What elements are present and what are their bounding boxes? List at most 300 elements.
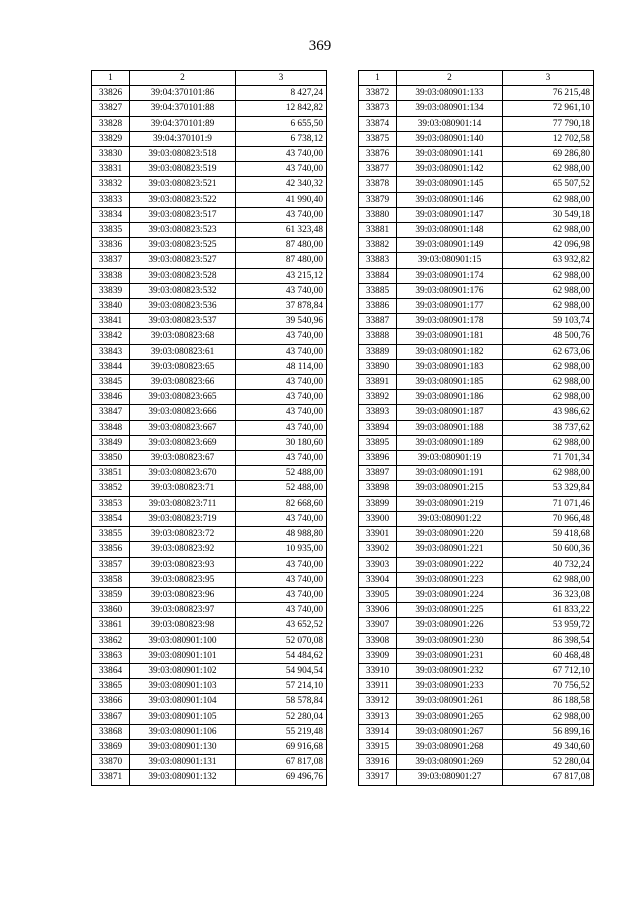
table-header-row — [92, 71, 327, 86]
value-cell: 62 988,00 — [503, 223, 594, 238]
row-number-cell: 33840 — [92, 299, 130, 314]
value-cell: 60 468,48 — [503, 648, 594, 663]
cadastral-number-cell: 39:03:080901:100 — [130, 633, 236, 648]
row-number-cell: 33842 — [92, 329, 130, 344]
value-cell: 69 916,68 — [236, 739, 327, 754]
row-number-cell: 33848 — [92, 420, 130, 435]
table-row — [359, 542, 594, 557]
value-cell: 70 756,52 — [503, 679, 594, 694]
table-row — [359, 207, 594, 222]
cadastral-number-cell: 39:03:080823:68 — [130, 329, 236, 344]
table-row — [92, 527, 327, 542]
cadastral-number-cell: 39:03:080901:226 — [397, 618, 503, 633]
row-number-cell: 33852 — [92, 481, 130, 496]
value-cell: 87 480,00 — [236, 238, 327, 253]
table-row — [92, 329, 327, 344]
row-number-cell: 33860 — [92, 603, 130, 618]
table-row — [92, 314, 327, 329]
cadastral-number-cell: 39:03:080901:130 — [130, 739, 236, 754]
value-cell: 43 740,00 — [236, 329, 327, 344]
cadastral-number-cell: 39:03:080901:134 — [397, 101, 503, 116]
cadastral-number-cell: 39:03:080823:665 — [130, 390, 236, 405]
value-cell: 48 500,76 — [503, 329, 594, 344]
row-number-cell: 33866 — [92, 694, 130, 709]
cadastral-number-cell: 39:03:080901:183 — [397, 359, 503, 374]
table-row — [359, 496, 594, 511]
value-cell: 69 286,80 — [503, 147, 594, 162]
table-row — [359, 390, 594, 405]
value-cell: 59 418,68 — [503, 527, 594, 542]
table-row — [359, 299, 594, 314]
row-number-cell: 33915 — [359, 739, 397, 754]
table-row — [92, 435, 327, 450]
value-cell: 37 878,84 — [236, 299, 327, 314]
row-number-cell: 33883 — [359, 253, 397, 268]
table-row — [359, 283, 594, 298]
cadastral-number-cell: 39:03:080901:221 — [397, 542, 503, 557]
cadastral-number-cell: 39:04:370101:9 — [130, 131, 236, 146]
value-cell: 62 988,00 — [503, 375, 594, 390]
cadastral-number-cell: 39:03:080901:188 — [397, 420, 503, 435]
table-row — [359, 177, 594, 192]
row-number-cell: 33893 — [359, 405, 397, 420]
value-cell: 62 988,00 — [503, 572, 594, 587]
cadastral-number-cell: 39:03:080901:220 — [397, 527, 503, 542]
row-number-cell: 33916 — [359, 755, 397, 770]
table-row — [359, 633, 594, 648]
value-cell: 43 740,00 — [236, 587, 327, 602]
table-row — [359, 618, 594, 633]
row-number-cell: 33844 — [92, 359, 130, 374]
row-number-cell: 33856 — [92, 542, 130, 557]
row-number-cell: 33849 — [92, 435, 130, 450]
row-number-cell: 33864 — [92, 663, 130, 678]
table-row — [92, 587, 327, 602]
row-number-cell: 33827 — [92, 101, 130, 116]
table-row — [359, 147, 594, 162]
table-row — [92, 633, 327, 648]
cadastral-number-cell: 39:04:370101:88 — [130, 101, 236, 116]
value-cell: 39 540,96 — [236, 314, 327, 329]
table-row — [92, 420, 327, 435]
value-cell: 50 600,36 — [503, 542, 594, 557]
row-number-cell: 33892 — [359, 390, 397, 405]
row-number-cell: 33875 — [359, 131, 397, 146]
value-cell: 62 988,00 — [503, 268, 594, 283]
table-row — [92, 481, 327, 496]
table-row — [92, 359, 327, 374]
table-row — [359, 572, 594, 587]
row-number-cell: 33917 — [359, 770, 397, 785]
row-number-cell: 33873 — [359, 101, 397, 116]
cadastral-number-cell: 39:03:080823:711 — [130, 496, 236, 511]
row-number-cell: 33826 — [92, 86, 130, 101]
cadastral-number-cell: 39:03:080901:131 — [130, 755, 236, 770]
value-cell: 58 578,84 — [236, 694, 327, 709]
table-row — [359, 739, 594, 754]
cadastral-number-cell: 39:03:080901:230 — [397, 633, 503, 648]
table-row — [359, 116, 594, 131]
table-row — [359, 314, 594, 329]
value-cell: 62 988,00 — [503, 359, 594, 374]
cadastral-number-cell: 39:03:080901:142 — [397, 162, 503, 177]
table-row — [92, 694, 327, 709]
value-cell: 40 732,24 — [503, 557, 594, 572]
value-cell: 43 986,62 — [503, 405, 594, 420]
value-cell: 42 096,98 — [503, 238, 594, 253]
value-cell: 12 702,58 — [503, 131, 594, 146]
column-header-3: 3 — [503, 71, 594, 86]
cadastral-number-cell: 39:03:080901:186 — [397, 390, 503, 405]
value-cell: 65 507,52 — [503, 177, 594, 192]
cadastral-number-cell: 39:04:370101:89 — [130, 116, 236, 131]
table-row — [92, 283, 327, 298]
value-cell: 30 549,18 — [503, 207, 594, 222]
value-cell: 62 988,00 — [503, 283, 594, 298]
value-cell: 43 740,00 — [236, 572, 327, 587]
row-number-cell: 33886 — [359, 299, 397, 314]
value-cell: 10 935,00 — [236, 542, 327, 557]
value-cell: 41 990,40 — [236, 192, 327, 207]
value-cell: 87 480,00 — [236, 253, 327, 268]
table-row — [92, 223, 327, 238]
row-number-cell: 33847 — [92, 405, 130, 420]
cadastral-number-cell: 39:03:080823:528 — [130, 268, 236, 283]
cadastral-number-cell: 39:03:080901:185 — [397, 375, 503, 390]
value-cell: 59 103,74 — [503, 314, 594, 329]
cadastral-number-cell: 39:04:370101:86 — [130, 86, 236, 101]
table-row — [92, 663, 327, 678]
value-cell: 36 323,08 — [503, 587, 594, 602]
cadastral-number-cell: 39:03:080823:61 — [130, 344, 236, 359]
table-row — [359, 238, 594, 253]
row-number-cell: 33829 — [92, 131, 130, 146]
cadastral-number-cell: 39:03:080901:14 — [397, 116, 503, 131]
table-row — [359, 329, 594, 344]
row-number-cell: 33890 — [359, 359, 397, 374]
table-row — [92, 603, 327, 618]
value-cell: 52 280,04 — [503, 755, 594, 770]
row-number-cell: 33891 — [359, 375, 397, 390]
cadastral-number-cell: 39:03:080901:182 — [397, 344, 503, 359]
table-row — [92, 618, 327, 633]
row-number-cell: 33907 — [359, 618, 397, 633]
value-cell: 43 740,00 — [236, 375, 327, 390]
table-row — [92, 192, 327, 207]
value-cell: 62 988,00 — [503, 435, 594, 450]
cadastral-number-cell: 39:03:080901:132 — [130, 770, 236, 785]
row-number-cell: 33870 — [92, 755, 130, 770]
table-row — [92, 542, 327, 557]
table-row — [359, 466, 594, 481]
value-cell: 43 215,12 — [236, 268, 327, 283]
row-number-cell: 33885 — [359, 283, 397, 298]
value-cell: 52 280,04 — [236, 709, 327, 724]
cadastral-number-cell: 39:03:080901:174 — [397, 268, 503, 283]
row-number-cell: 33908 — [359, 633, 397, 648]
cadastral-number-cell: 39:03:080823:669 — [130, 435, 236, 450]
table-row — [92, 451, 327, 466]
cadastral-number-cell: 39:03:080823:521 — [130, 177, 236, 192]
cadastral-number-cell: 39:03:080901:176 — [397, 283, 503, 298]
row-number-cell: 33846 — [92, 390, 130, 405]
table-row — [359, 527, 594, 542]
row-number-cell: 33895 — [359, 435, 397, 450]
cadastral-number-cell: 39:03:080901:181 — [397, 329, 503, 344]
row-number-cell: 33838 — [92, 268, 130, 283]
row-number-cell: 33855 — [92, 527, 130, 542]
cadastral-number-cell: 39:03:080901:232 — [397, 663, 503, 678]
cadastral-number-cell: 39:03:080823:719 — [130, 511, 236, 526]
value-cell: 38 737,62 — [503, 420, 594, 435]
cadastral-number-cell: 39:03:080901:261 — [397, 694, 503, 709]
row-number-cell: 33880 — [359, 207, 397, 222]
table-row — [92, 116, 327, 131]
cadastral-number-cell: 39:03:080823:536 — [130, 299, 236, 314]
row-number-cell: 33833 — [92, 192, 130, 207]
value-cell: 72 961,10 — [503, 101, 594, 116]
table-row — [359, 223, 594, 238]
table-row — [359, 587, 594, 602]
table-row — [92, 466, 327, 481]
table-row — [359, 253, 594, 268]
row-number-cell: 33871 — [92, 770, 130, 785]
cadastral-number-cell: 39:03:080823:527 — [130, 253, 236, 268]
value-cell: 53 959,72 — [503, 618, 594, 633]
row-number-cell: 33843 — [92, 344, 130, 359]
value-cell: 67 817,08 — [236, 755, 327, 770]
table-row — [92, 709, 327, 724]
cadastral-number-cell: 39:03:080901:19 — [397, 451, 503, 466]
value-cell: 52 070,08 — [236, 633, 327, 648]
value-cell: 53 329,84 — [503, 481, 594, 496]
value-cell: 62 988,00 — [503, 162, 594, 177]
row-number-cell: 33834 — [92, 207, 130, 222]
value-cell: 48 988,80 — [236, 527, 327, 542]
cadastral-number-cell: 39:03:080901:106 — [130, 724, 236, 739]
row-number-cell: 33879 — [359, 192, 397, 207]
row-number-cell: 33884 — [359, 268, 397, 283]
cadastral-number-cell: 39:03:080901:219 — [397, 496, 503, 511]
row-number-cell: 33853 — [92, 496, 130, 511]
cadastral-number-cell: 39:03:080823:97 — [130, 603, 236, 618]
row-number-cell: 33902 — [359, 542, 397, 557]
cadastral-number-cell: 39:03:080901:27 — [397, 770, 503, 785]
cadastral-number-cell: 39:03:080901:141 — [397, 147, 503, 162]
value-cell: 55 219,48 — [236, 724, 327, 739]
value-cell: 43 740,00 — [236, 603, 327, 618]
cadastral-number-cell: 39:03:080823:92 — [130, 542, 236, 557]
row-number-cell: 33835 — [92, 223, 130, 238]
table-row — [92, 162, 327, 177]
table-row — [359, 755, 594, 770]
table-row — [92, 207, 327, 222]
value-cell: 43 740,00 — [236, 557, 327, 572]
cadastral-number-cell: 39:03:080901:191 — [397, 466, 503, 481]
value-cell: 63 932,82 — [503, 253, 594, 268]
value-cell: 71 701,34 — [503, 451, 594, 466]
row-number-cell: 33845 — [92, 375, 130, 390]
table-row — [92, 177, 327, 192]
table-row — [359, 435, 594, 450]
column-header-2: 2 — [130, 71, 236, 86]
cadastral-number-cell: 39:03:080823:667 — [130, 420, 236, 435]
row-number-cell: 33837 — [92, 253, 130, 268]
cadastral-number-cell: 39:03:080823:523 — [130, 223, 236, 238]
column-header-1: 1 — [92, 71, 130, 86]
value-cell: 67 817,08 — [503, 770, 594, 785]
table-row — [92, 268, 327, 283]
cadastral-number-cell: 39:03:080823:95 — [130, 572, 236, 587]
cadastral-number-cell: 39:03:080823:517 — [130, 207, 236, 222]
cadastral-number-cell: 39:03:080901:177 — [397, 299, 503, 314]
cadastral-number-cell: 39:03:080823:532 — [130, 283, 236, 298]
table-row — [359, 557, 594, 572]
value-cell: 62 988,00 — [503, 299, 594, 314]
cadastral-number-cell: 39:03:080823:93 — [130, 557, 236, 572]
row-number-cell: 33904 — [359, 572, 397, 587]
table-row — [92, 375, 327, 390]
cadastral-number-cell: 39:03:080823:71 — [130, 481, 236, 496]
row-number-cell: 33859 — [92, 587, 130, 602]
row-number-cell: 33878 — [359, 177, 397, 192]
cadastral-number-cell: 39:03:080823:98 — [130, 618, 236, 633]
value-cell: 62 988,00 — [503, 466, 594, 481]
cadastral-number-cell: 39:03:080823:518 — [130, 147, 236, 162]
row-number-cell: 33898 — [359, 481, 397, 496]
value-cell: 43 740,00 — [236, 405, 327, 420]
value-cell: 62 988,00 — [503, 192, 594, 207]
table-row — [92, 557, 327, 572]
row-number-cell: 33881 — [359, 223, 397, 238]
table-row — [92, 238, 327, 253]
row-number-cell: 33832 — [92, 177, 130, 192]
row-number-cell: 33831 — [92, 162, 130, 177]
row-number-cell: 33869 — [92, 739, 130, 754]
row-number-cell: 33897 — [359, 466, 397, 481]
value-cell: 48 114,00 — [236, 359, 327, 374]
value-cell: 43 740,00 — [236, 511, 327, 526]
cadastral-number-cell: 39:03:080823:666 — [130, 405, 236, 420]
cadastral-number-cell: 39:03:080901:265 — [397, 709, 503, 724]
value-cell: 86 188,58 — [503, 694, 594, 709]
row-number-cell: 33894 — [359, 420, 397, 435]
cadastral-number-cell: 39:03:080901:269 — [397, 755, 503, 770]
cadastral-number-cell: 39:03:080901:104 — [130, 694, 236, 709]
value-cell: 43 740,00 — [236, 451, 327, 466]
value-cell: 61 833,22 — [503, 603, 594, 618]
cadastral-number-cell: 39:03:080901:103 — [130, 679, 236, 694]
table-row — [359, 131, 594, 146]
value-cell: 30 180,60 — [236, 435, 327, 450]
cadastral-number-cell: 39:03:080901:268 — [397, 739, 503, 754]
cadastral-number-cell: 39:03:080901:105 — [130, 709, 236, 724]
table-row — [359, 511, 594, 526]
table-row — [92, 131, 327, 146]
table-row — [359, 162, 594, 177]
table-row — [359, 375, 594, 390]
row-number-cell: 33903 — [359, 557, 397, 572]
cadastral-number-cell: 39:03:080901:101 — [130, 648, 236, 663]
cadastral-number-cell: 39:03:080901:178 — [397, 314, 503, 329]
row-number-cell: 33839 — [92, 283, 130, 298]
table-row — [92, 755, 327, 770]
row-number-cell: 33828 — [92, 116, 130, 131]
value-cell: 43 652,52 — [236, 618, 327, 633]
row-number-cell: 33830 — [92, 147, 130, 162]
table-row — [359, 770, 594, 785]
value-cell: 77 790,18 — [503, 116, 594, 131]
cadastral-number-cell: 39:03:080901:222 — [397, 557, 503, 572]
table-row — [92, 253, 327, 268]
value-cell: 43 740,00 — [236, 147, 327, 162]
table-row — [92, 770, 327, 785]
row-number-cell: 33901 — [359, 527, 397, 542]
cadastral-number-cell: 39:03:080823:537 — [130, 314, 236, 329]
cadastral-number-cell: 39:03:080823:65 — [130, 359, 236, 374]
value-cell: 56 899,16 — [503, 724, 594, 739]
cadastral-number-cell: 39:03:080823:96 — [130, 587, 236, 602]
table-row — [359, 451, 594, 466]
row-number-cell: 33912 — [359, 694, 397, 709]
table-row — [92, 496, 327, 511]
table-row — [92, 86, 327, 101]
cadastral-number-cell: 39:03:080901:22 — [397, 511, 503, 526]
registry-table-right — [358, 70, 594, 786]
value-cell: 8 427,24 — [236, 86, 327, 101]
table-row — [92, 572, 327, 587]
row-number-cell: 33914 — [359, 724, 397, 739]
cadastral-number-cell: 39:03:080901:140 — [397, 131, 503, 146]
row-number-cell: 33905 — [359, 587, 397, 602]
cadastral-number-cell: 39:03:080901:149 — [397, 238, 503, 253]
value-cell: 62 673,06 — [503, 344, 594, 359]
row-number-cell: 33854 — [92, 511, 130, 526]
cadastral-number-cell: 39:03:080823:525 — [130, 238, 236, 253]
row-number-cell: 33882 — [359, 238, 397, 253]
column-header-1: 1 — [359, 71, 397, 86]
row-number-cell: 33863 — [92, 648, 130, 663]
cadastral-number-cell: 39:03:080823:67 — [130, 451, 236, 466]
table-row — [92, 299, 327, 314]
table-row — [359, 405, 594, 420]
row-number-cell: 33862 — [92, 633, 130, 648]
cadastral-number-cell: 39:03:080901:189 — [397, 435, 503, 450]
table-row — [359, 420, 594, 435]
cadastral-number-cell: 39:03:080901:224 — [397, 587, 503, 602]
table-row — [359, 648, 594, 663]
value-cell: 67 712,10 — [503, 663, 594, 678]
table-row — [359, 663, 594, 678]
table-row — [92, 739, 327, 754]
table-row — [359, 359, 594, 374]
cadastral-number-cell: 39:03:080901:231 — [397, 648, 503, 663]
row-number-cell: 33858 — [92, 572, 130, 587]
value-cell: 57 214,10 — [236, 679, 327, 694]
value-cell: 43 740,00 — [236, 162, 327, 177]
value-cell: 86 398,54 — [503, 633, 594, 648]
value-cell: 43 740,00 — [236, 390, 327, 405]
row-number-cell: 33889 — [359, 344, 397, 359]
row-number-cell: 33867 — [92, 709, 130, 724]
table-row — [92, 511, 327, 526]
cadastral-number-cell: 39:03:080823:522 — [130, 192, 236, 207]
table-row — [359, 679, 594, 694]
cadastral-number-cell: 39:03:080823:519 — [130, 162, 236, 177]
table-row — [359, 86, 594, 101]
value-cell: 6 655,50 — [236, 116, 327, 131]
row-number-cell: 33906 — [359, 603, 397, 618]
